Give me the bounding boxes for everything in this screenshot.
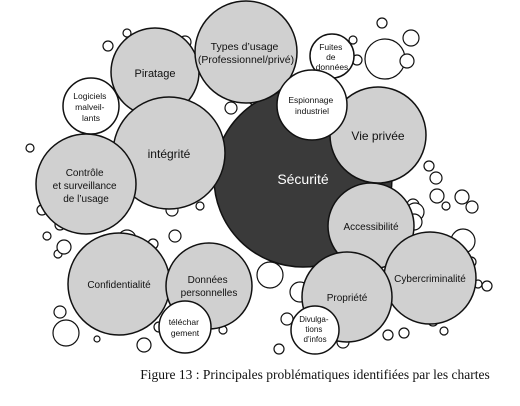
decorative-bubble — [54, 306, 66, 318]
label-donnees-perso: Données personnelles — [180, 275, 238, 299]
decorative-bubble — [169, 230, 181, 242]
label-propriete: Propriété — [326, 293, 368, 304]
decorative-bubble — [225, 102, 237, 114]
decorative-bubble — [400, 54, 414, 68]
decorative-bubble — [274, 344, 284, 354]
decorative-bubble — [57, 240, 71, 254]
label-cybercriminalite: Cybercriminalité — [394, 274, 466, 285]
label-telechargement: téléchar gement — [168, 317, 200, 338]
label-vie-privee: Vie privée — [351, 129, 405, 143]
decorative-bubble — [466, 201, 478, 213]
label-securite: Sécurité — [277, 171, 329, 187]
decorative-bubble — [103, 41, 113, 51]
label-integrite: intégrité — [147, 147, 191, 161]
decorative-bubble — [403, 30, 419, 46]
decorative-bubble — [455, 190, 469, 204]
decorative-bubble — [53, 320, 79, 346]
label-controle: Contrôle et surveillance de l’usage — [52, 168, 117, 205]
decorative-bubble — [430, 172, 442, 184]
decorative-bubble — [196, 202, 204, 210]
decorative-bubble — [399, 328, 409, 338]
label-accessibilite: Accessibilité — [343, 222, 399, 233]
decorative-bubble — [482, 281, 492, 291]
label-divulgations: Divulga- tions d’infos — [299, 315, 329, 344]
decorative-bubble — [365, 39, 405, 79]
decorative-bubble — [377, 18, 387, 28]
label-fuites: Fuites de données — [315, 42, 349, 72]
decorative-bubble — [424, 161, 434, 171]
bubble-espionnage — [277, 70, 347, 140]
decorative-bubble — [43, 232, 51, 240]
decorative-bubble — [26, 144, 34, 152]
decorative-bubble — [137, 338, 151, 352]
decorative-bubble — [383, 330, 393, 340]
label-confidentialite: Confidentialité — [87, 280, 151, 291]
decorative-bubble — [281, 313, 293, 325]
decorative-bubble — [430, 189, 444, 203]
decorative-bubble — [94, 336, 100, 342]
figure-caption: Figure 13 : Principales problématiques identifiées par les chartes — [140, 367, 490, 382]
decorative-bubble — [440, 327, 448, 335]
label-types-usage: Types d’usage (Professionnel/privé) — [197, 41, 295, 66]
decorative-bubble — [257, 262, 283, 288]
decorative-bubble — [442, 202, 450, 210]
label-espionnage: Espionnage industriel — [288, 95, 334, 116]
label-logiciels: Logiciels malveil- lants — [73, 91, 107, 123]
label-piratage: Piratage — [134, 68, 176, 80]
bubble-telechargement — [159, 301, 211, 353]
